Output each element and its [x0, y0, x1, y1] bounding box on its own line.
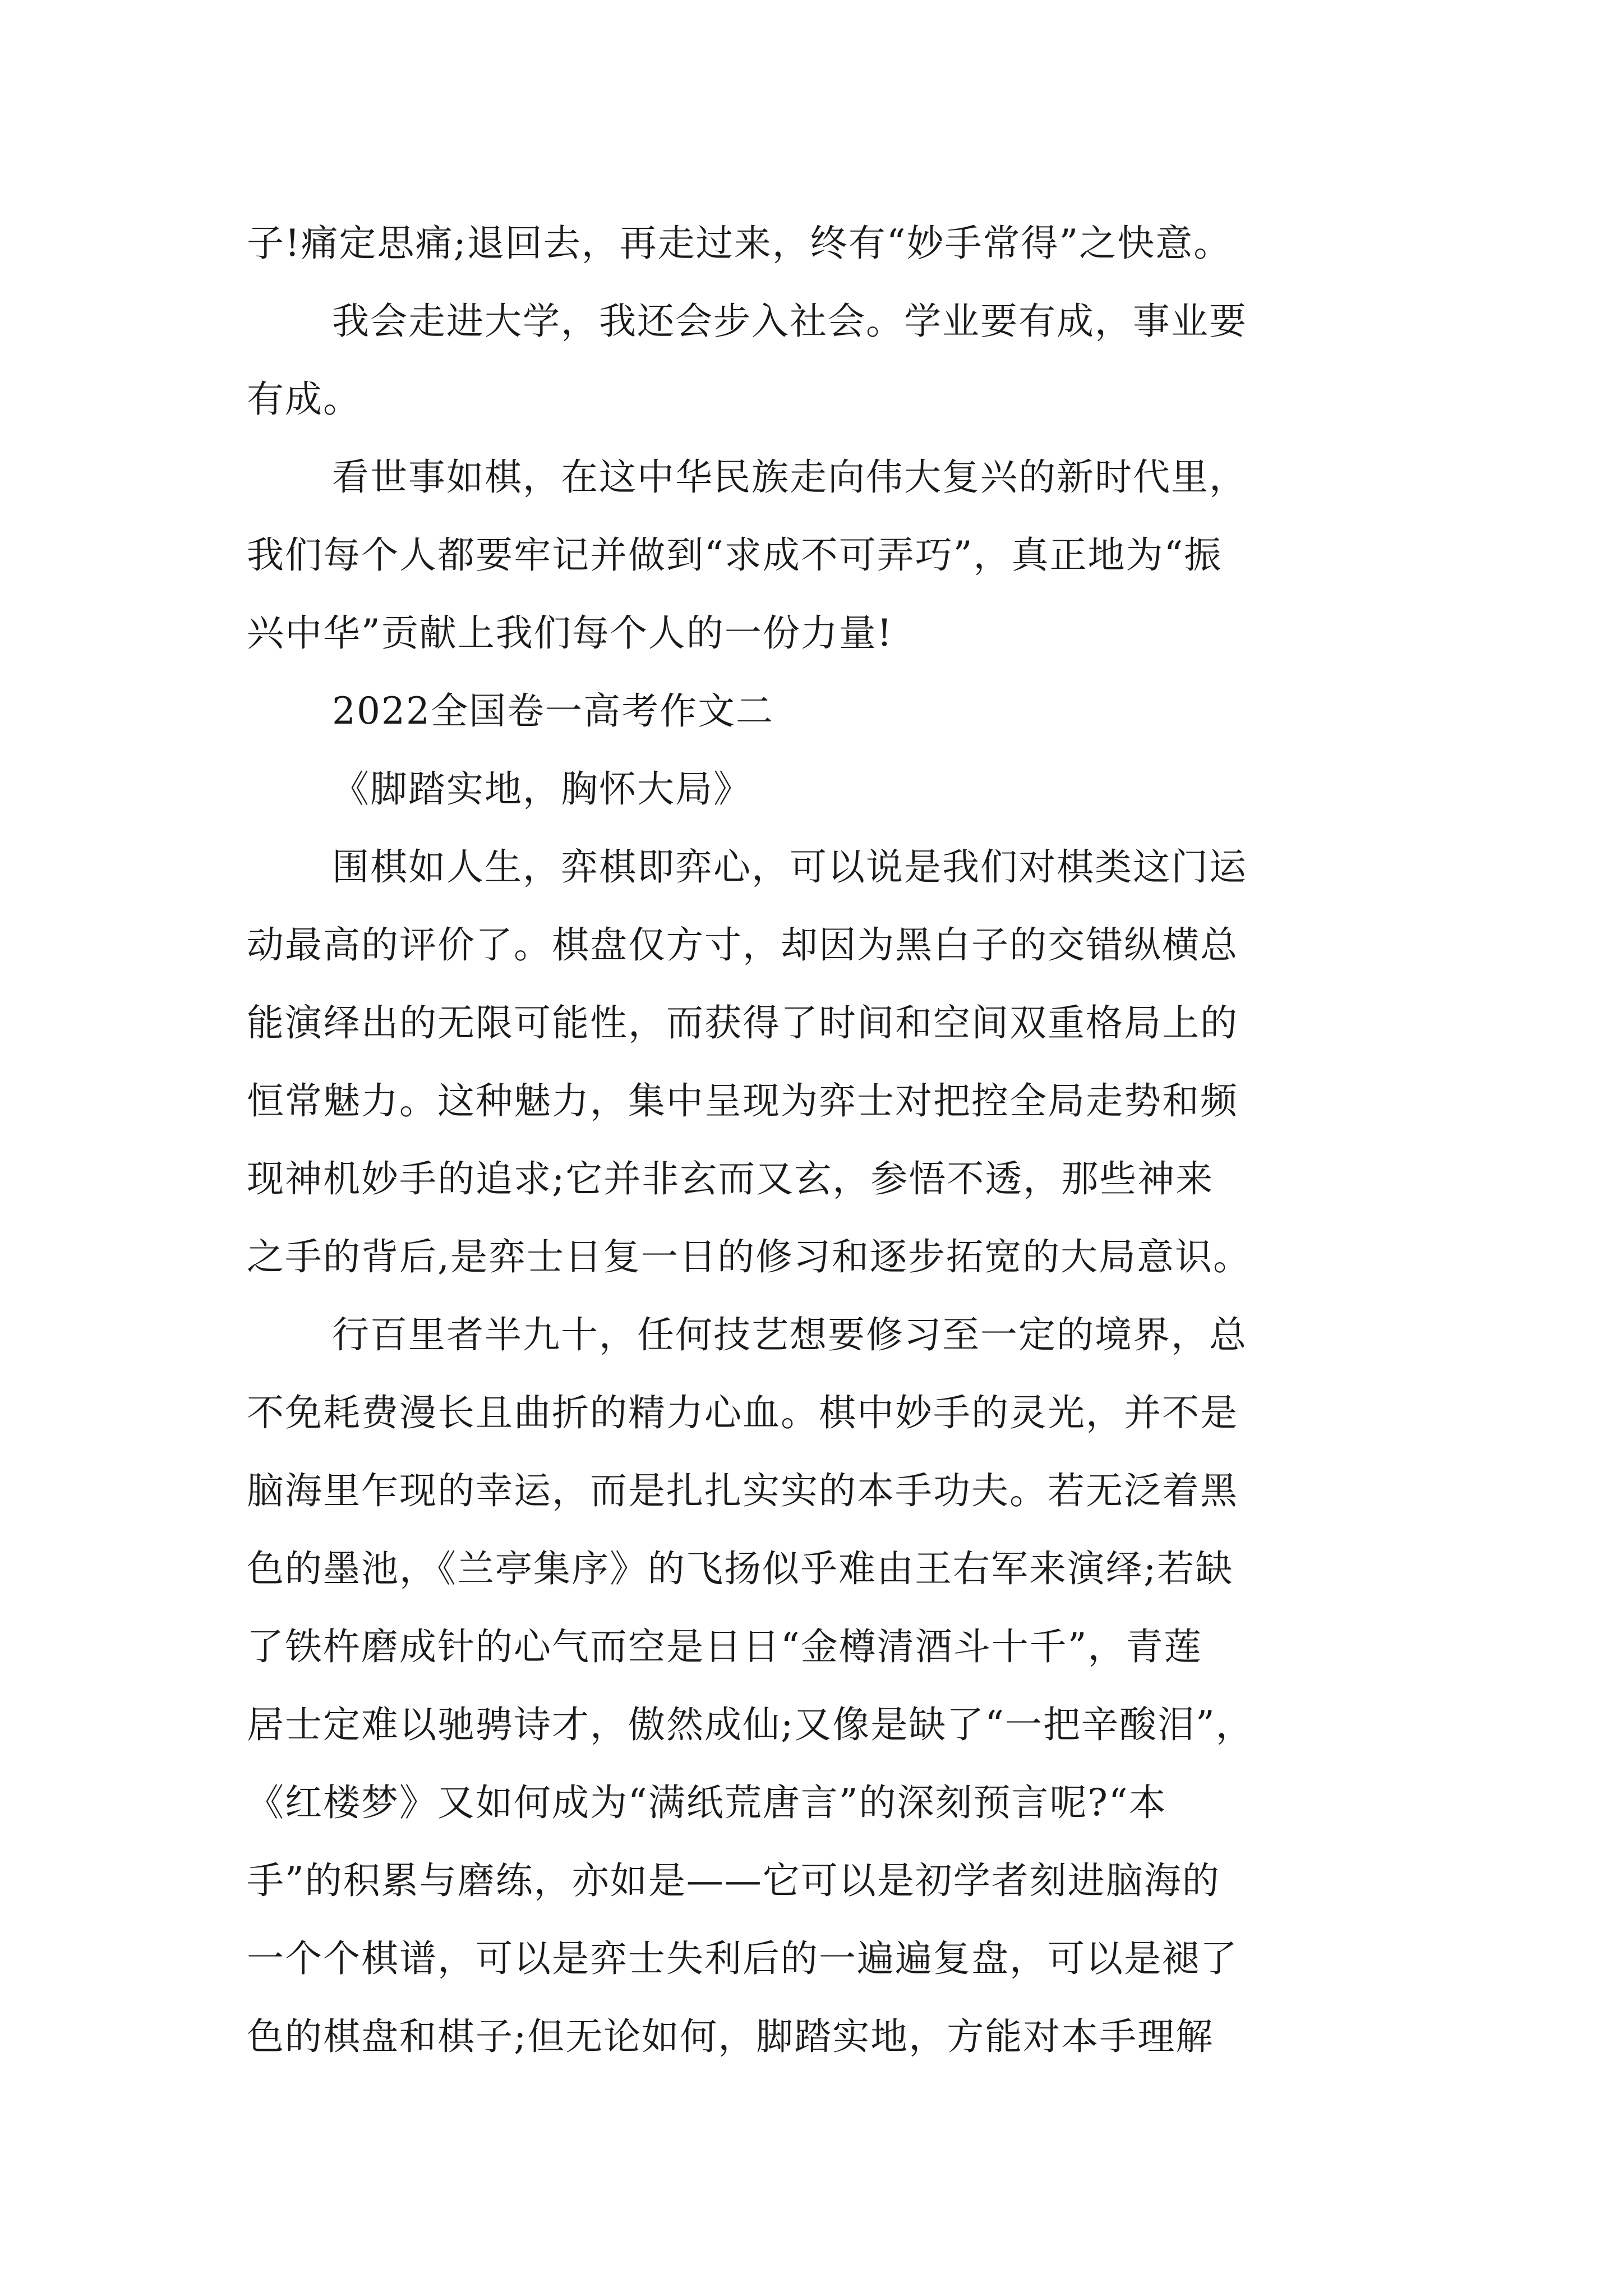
text-line: 色的棋盘和棋子;但无论如何，脚踏实地，方能对本手理解 — [247, 2015, 1214, 2058]
paragraph-line: 看世事如棋，在这中华民族走向伟大复兴的新时代里， — [332, 455, 1247, 499]
text-line: 现神机妙手的追求;它并非玄而又玄，参悟不透，那些神来 — [247, 1157, 1214, 1200]
text-line: 《红楼梦》又如何成为“满纸荒唐言”的深刻预言呢?“本 — [247, 1781, 1167, 1824]
text-line: 手”的积累与磨练，亦如是——它可以是初学者刻进脑海的 — [247, 1859, 1220, 1902]
text-line: 了铁杵磨成针的心气而空是日日“金樽清酒斗十千”，青莲 — [247, 1625, 1202, 1668]
text-line: 有成。 — [247, 378, 361, 421]
text-line: 不免耗费漫长且曲折的精力心血。棋中妙手的灵光，并不是 — [247, 1391, 1238, 1434]
text-line: 恒常魅力。这种魅力，集中呈现为弈士对把控全局走势和频 — [247, 1079, 1238, 1122]
text-line: 一个个棋谱，可以是弈士失利后的一遍遍复盘，可以是褪了 — [247, 1937, 1238, 1980]
text-line: 脑海里乍现的幸运，而是扎扎实实的本手功夫。若无泛着黑 — [247, 1469, 1238, 1512]
essay-title: 《脚踏实地，胸怀大局》 — [332, 767, 751, 811]
text-line: 我们每个人都要牢记并做到“求成不可弄巧”，真正地为“振 — [247, 533, 1223, 577]
text-line: 之手的背后,是弈士日复一日的修习和逐步拓宽的大局意识。 — [247, 1235, 1251, 1278]
text-line: 色的墨池，《兰亭集序》的飞扬似乎难由王右军来演绎;若缺 — [247, 1547, 1234, 1590]
text-line: 兴中华”贡献上我们每个人的一份力量! — [247, 611, 893, 655]
text-line: 动最高的评价了。棋盘仅方寸，却因为黑白子的交错纵横总 — [247, 923, 1238, 967]
section-heading: 2022全国卷一高考作文二 — [332, 689, 774, 733]
paragraph-line: 我会走进大学，我还会步入社会。学业要有成，事业要 — [332, 300, 1247, 343]
text-line: 能演绎出的无限可能性，而获得了时间和空间双重格局上的 — [247, 1001, 1238, 1045]
text-line: 子!痛定思痛;退回去，再走过来，终有“妙手常得”之快意。 — [247, 222, 1232, 265]
paragraph-line: 行百里者半九十，任何技艺想要修习至一定的境界，总 — [332, 1313, 1247, 1356]
paragraph-line: 围棋如人生，弈棋即弈心，可以说是我们对棋类这门运 — [332, 845, 1247, 889]
text-line: 居士定难以驰骋诗才，傲然成仙;又像是缺了“一把辛酸泪”， — [247, 1703, 1254, 1746]
